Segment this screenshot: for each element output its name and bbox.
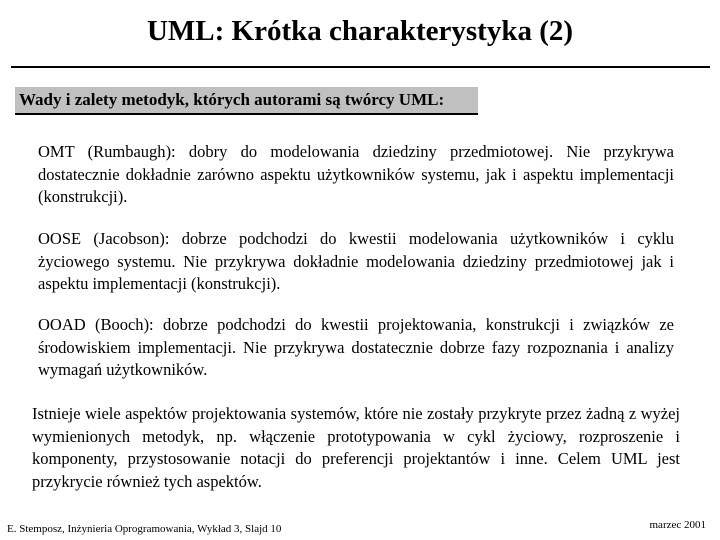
method-author: Booch (100, 315, 144, 334)
subtitle-box (15, 87, 478, 115)
paragraph-closing: Istnieje wiele aspektów projektowania systemów, które nie zostały przykryte przez żadną z wyżej wymienionych metodyk, np. włączenie prototypowania w cykl życiowy, rozproszenie i komponenty, przystosowanie notacji do preferencji projektantów i inne. Celem UML jest przykrycie również tych aspektów. (32, 404, 680, 491)
method-description: ): dobrze podchodzi do kwestii modelowania użytkowników i cyklu życiowego systemu. Nie przykrywa dokładnie modelowania dziedziny przedmiotowej jak i aspektu implementacji (konstrukcji). (38, 229, 674, 293)
footer-credit: E. Stemposz, Inżynieria Oprogramowania, Wykład 3, Slajd 10 (7, 523, 282, 535)
method-name: OMT (38, 142, 75, 161)
paragraph-omt (38, 141, 674, 209)
slide-title: UML: Krótka charakterystyka (2) (146, 15, 574, 47)
paren-open: ( (85, 315, 101, 334)
method-name: OOAD (38, 315, 86, 334)
paragraph-oose (38, 228, 674, 296)
method-author: Jacobson (98, 229, 160, 248)
method-author: Rumbaugh (93, 142, 166, 161)
method-name: OOSE (38, 229, 82, 248)
paren-open: ( (81, 229, 99, 248)
title-divider (11, 66, 710, 68)
method-description: ): dobrze podchodzi do kwestii projektowania, konstrukcji i związków ze środowiskiem implementacji. Nie przykrywa dostatecznie dobrze fazy rozpoznania i analizy wymagań użytkowników. (38, 315, 674, 379)
method-description: ): dobry do modelowania dziedziny przedmiotowej. Nie przykrywa dostatecznie dokładnie zarówno aspektu użytkowników systemu, jak i aspektu implementacji (konstrukcji). (38, 142, 674, 206)
paragraph-ooad (38, 314, 674, 382)
subtitle-text: Wady i zalety metodyk, których autorami są twórcy UML: (19, 90, 445, 109)
paren-open: ( (74, 142, 94, 161)
footer-date: marzec 2001 (649, 519, 706, 531)
